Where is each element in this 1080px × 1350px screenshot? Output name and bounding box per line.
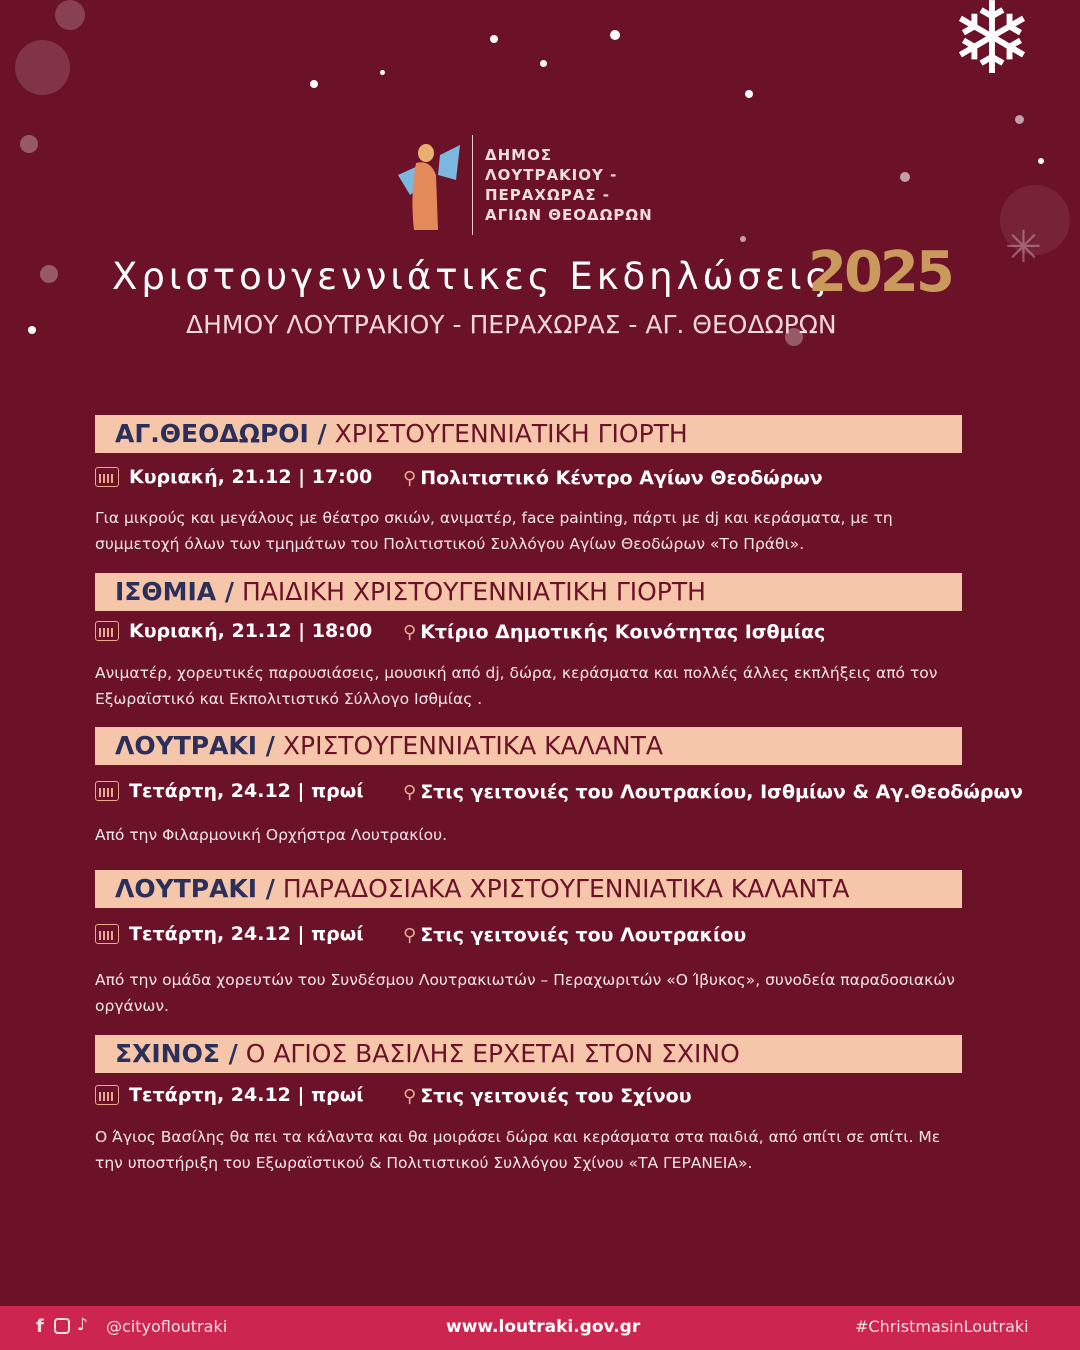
calendar-icon [95, 781, 119, 801]
event-banner [95, 727, 962, 765]
event-banner [95, 573, 962, 611]
calendar-icon [95, 467, 119, 487]
event-name: ΠΑΡΑΔΟΣΙΑΚΑ ΧΡΙΣΤΟΥΓΕΝΝΙΑΤΙΚΑ ΚΑΛΑΝΤΑ [282, 874, 850, 903]
social-handle[interactable]: @cityofloutraki [106, 1317, 228, 1336]
event-date: Τετάρτη, 24.12 | πρωί [129, 1084, 364, 1106]
event-banner [95, 1035, 962, 1073]
event-description: Για μικρούς και μεγάλους με θέατρο σκιών, ανιματέρ, face painting, πάρτι με dj και κεράσματα, με τη συμμετοχή όλων των τμημάτων του Πολιτιστικού Συλλόγου Αγίων Θεοδώρων «Το Πράθι». [95, 509, 893, 553]
page-title: Χριστουγεννιάτικες Εκδηλώσεις [112, 255, 832, 298]
event-banner [95, 870, 962, 908]
event-name: Ο ΑΓΙΟΣ ΒΑΣΙΛΗΣ ΕΡΧΕΤΑΙ ΣΤΟΝ ΣΧΙΝΟ [245, 1039, 740, 1068]
snowflake-icon: ✳ [1005, 222, 1042, 273]
event-place: ΛΟΥΤΡΑΚΙ / [115, 874, 275, 903]
event-place: ΛΟΥΤΡΑΚΙ / [115, 731, 275, 760]
event-location-row [403, 781, 1023, 803]
event-banner [95, 415, 962, 453]
logo-line: ΠΕΡΑΧΩΡΑΣ - [485, 186, 611, 204]
event-location-row [403, 621, 825, 643]
facebook-icon[interactable]: f [36, 1316, 44, 1337]
event-description: Από την Φιλαρμονική Ορχήστρα Λουτρακίου. [95, 826, 448, 844]
event-location: Κτίριο Δημοτικής Κοινότητας Ισθμίας [420, 621, 826, 643]
event-date: Τετάρτη, 24.12 | πρωί [129, 923, 364, 945]
location-pin-icon: ⚲ [403, 467, 417, 489]
event-date-row [95, 923, 364, 945]
calendar-icon [95, 1085, 119, 1105]
instagram-icon[interactable] [54, 1318, 70, 1334]
event-date-row [95, 466, 372, 488]
logo-line: ΑΓΙΩΝ ΘΕΟΔΩΡΩΝ [485, 206, 653, 224]
page-subtitle: ΔΗΜΟΥ ΛΟΥΤΡΑΚΙΟΥ - ΠΕΡΑΧΩΡΑΣ - ΑΓ. ΘΕΟΔΩΡΩΝ [186, 310, 837, 339]
event-location: Πολιτιστικό Κέντρο Αγίων Θεοδώρων [420, 467, 823, 489]
event-name: ΧΡΙΣΤΟΥΓΕΝΝΙΑΤΙΚΗ ΓΙΟΡΤΗ [334, 419, 688, 448]
logo-line: ΛΟΥΤΡΑΚΙΟΥ - [485, 166, 618, 184]
year: 2025 [808, 240, 952, 305]
event-date: Κυριακή, 21.12 | 17:00 [129, 466, 373, 488]
event-location-row [403, 924, 746, 946]
event-location: Στις γειτονιές του Λουτρακίου [420, 924, 747, 946]
event-location-row [403, 467, 823, 489]
event-date: Κυριακή, 21.12 | 18:00 [129, 620, 373, 642]
event-date-row [95, 1084, 364, 1106]
snowflake-icon: ❄ [950, 0, 1034, 97]
event-place: ΑΓ.ΘΕΟΔΩΡΟΙ / [115, 419, 327, 448]
event-date: Τετάρτη, 24.12 | πρωί [129, 780, 364, 802]
logo-line: ΔΗΜΟΣ [485, 146, 553, 164]
calendar-icon [95, 924, 119, 944]
event-location-row [403, 1085, 692, 1107]
event-name: ΠΑΙΔΙΚΗ ΧΡΙΣΤΟΥΓΕΝΝΙΑΤΙΚΗ ΓΙΟΡΤΗ [241, 577, 706, 606]
event-location: Στις γειτονιές του Λουτρακίου, Ισθμίων & Αγ.Θεοδώρων [420, 781, 1023, 803]
event-place: ΙΣΘΜΙΑ / [115, 577, 234, 606]
location-pin-icon: ⚲ [403, 781, 417, 803]
municipality-logo [390, 135, 653, 235]
event-description: Ανιματέρ, χορευτικές παρουσιάσεις, μουσική από dj, δώρα, κεράσματα και πολλές άλλες εκπλήξεις από τον Εξωραϊστικό και Εκπολιτιστικό Σύλλογο Ισθμίας . [95, 664, 938, 708]
calendar-icon [95, 621, 119, 641]
event-description: Από την ομάδα χορευτών του Συνδέσμου Λουτρακιωτών – Περαχωριτών «Ο Ίβυκος», συνοδεία παραδοσιακών οργάνων. [95, 971, 955, 1015]
event-location: Στις γειτονιές του Σχίνου [420, 1085, 692, 1107]
event-name: ΧΡΙΣΤΟΥΓΕΝΝΙΑΤΙΚΑ ΚΑΛΑΝΤΑ [282, 731, 663, 760]
hashtag: #ChristmasinLoutraki [855, 1317, 1029, 1336]
footer [0, 1306, 1080, 1350]
location-pin-icon: ⚲ [403, 621, 417, 643]
event-description: Ο Άγιος Βασίλης θα πει τα κάλαντα και θα μοιράσει δώρα και κεράσματα στα παιδιά, από σπίτι σε σπίτι. Με την υποστήριξη του Εξωραϊστικού & Πολιτιστικού Συλλόγου Σχίνου «ΤΑ ΓΕΡΑΝΕΙΑ». [95, 1128, 941, 1172]
website-link[interactable]: www.loutraki.gov.gr [446, 1317, 641, 1337]
tiktok-icon[interactable]: ♪ [77, 1315, 88, 1335]
event-place: ΣΧΙΝΟΣ / [115, 1039, 238, 1068]
event-date-row [95, 620, 372, 642]
logo-figure-icon [390, 135, 462, 235]
location-pin-icon: ⚲ [403, 924, 417, 946]
event-date-row [95, 780, 364, 802]
location-pin-icon: ⚲ [403, 1085, 417, 1107]
